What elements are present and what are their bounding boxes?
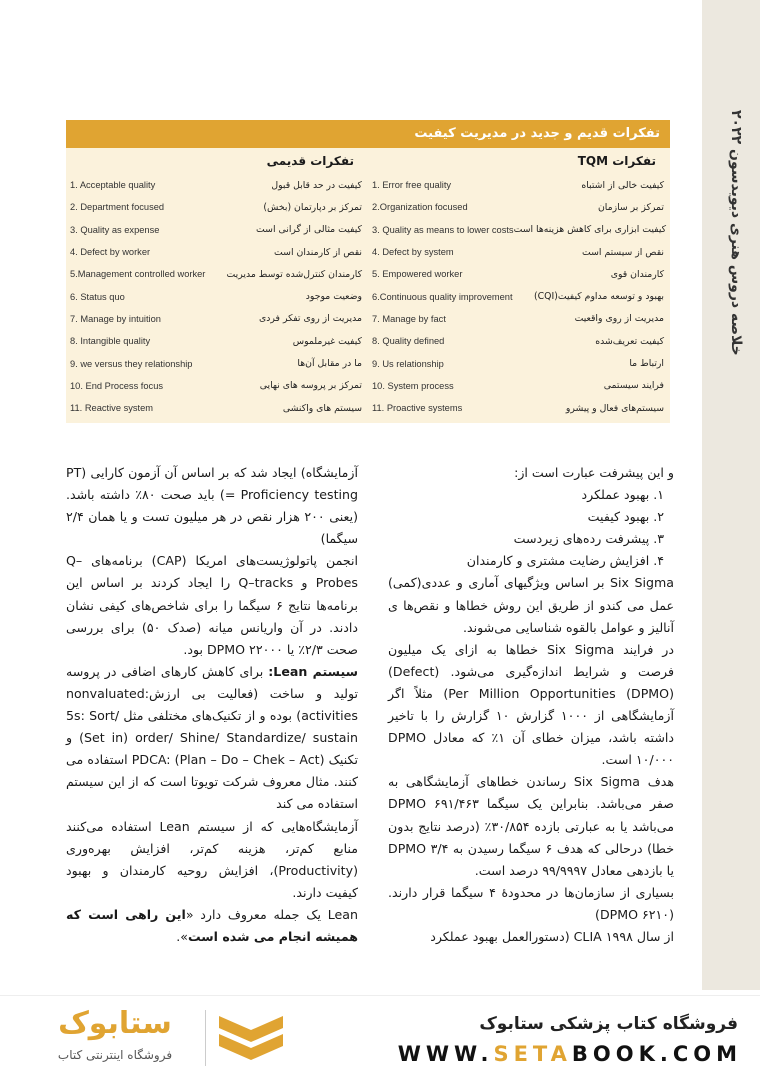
- list-item: ۴. افزایش رضایت مشتری و کارمندان: [466, 553, 664, 569]
- table-row: [66, 285, 670, 307]
- new-english-text: 2.Organization focused: [372, 202, 468, 213]
- store-url[interactable]: [398, 1042, 742, 1066]
- new-thinking-cell: [368, 202, 670, 213]
- left-text-column: [66, 462, 358, 948]
- store-name: فروشگاه کتاب پزشکی ستابوک: [479, 1014, 738, 1034]
- list-item: ۳. پیشرفت رده‌های زیردست: [513, 531, 664, 547]
- old-thinking-cell: [66, 358, 368, 369]
- new-persian-text: بهبود و توسعه مداوم کیفیت(CQI): [534, 291, 664, 303]
- lean-text: برای کاهش کارهای اضافی در پروسه تولید و ساخت (فعالیت بی ارزش:nonvaluated activities) بوده و از تکنیک‌های مختلفی مثل 5s: Sort/ Set in) order/ Shine/ Standardize/ sustain) و تکنیک PDCA: (Plan – Do – Chek – Act) استفاده می کنند. مثال معروف شرکت تویوتا است که از این سیستم استفاده می کند: [66, 663, 358, 812]
- old-persian-text: کارمندان کنترل‌شده توسط مدیریت: [226, 268, 362, 280]
- old-english-text: 3. Quality as expense: [70, 224, 160, 235]
- old-english-text: 10. End Process focus: [70, 380, 164, 391]
- paragraph: [66, 661, 358, 816]
- old-thinking-cell: [66, 336, 368, 347]
- new-persian-text: کیفیت خالی از اشتباه: [581, 179, 664, 191]
- quote-intro: Lean یک جمله معروف دارد «: [185, 906, 358, 922]
- logo-subtitle: فروشگاه اینترنتی کتاب: [57, 1048, 173, 1062]
- paragraph: از سال ۱۹۹۸ CLIA (دستورالعمل بهبود عملکرد: [430, 928, 674, 944]
- comparison-table: [66, 120, 670, 423]
- chevron-logo-icon: [215, 1010, 287, 1066]
- paragraph: آزمایشگاه) ایجاد شد که بر اساس آن آزمون کارایی (PT = Proficiency testing) باید صحت ۸۰٪ داشته باشد. (یعنی ۲۰۰ هزار نقص در هر میلیون تست و یا همان ۲/۴ سیگما): [66, 465, 358, 547]
- new-persian-text: سیستم‌های فعال و پیشرو: [565, 402, 664, 414]
- old-persian-text: کیفیت غیرملموس: [292, 335, 362, 347]
- new-english-text: 9. Us relationship: [372, 358, 444, 369]
- table-row: [66, 308, 670, 330]
- new-thinking-cell: [368, 224, 670, 235]
- new-persian-text: نقص از سیستم است: [581, 246, 664, 258]
- old-persian-text: ما در مقابل آن‌ها: [297, 358, 362, 370]
- table-row: [66, 263, 670, 285]
- table-row: [66, 397, 670, 419]
- new-thinking-cell: [368, 247, 670, 258]
- new-persian-text: کیفیت تعریف‌شده: [595, 335, 664, 347]
- paragraph: هدف Six Sigma رساندن خطاهای آزمایشگاهی به صفر می‌باشد. بنابراین یک سیگما DPMO ۶۹۱/۴۶۳ می‌باشد یا به عبارتی بازده ۳۰/۸۵۴٪ (درصد نتایج بدون خطا) درحالی که هدف ۶ سیگما رسیدن به DPMO ۳/۴ یا بازدهی معادل ۹۹/۹۹۹۷ درصد است.: [388, 774, 674, 878]
- new-english-text: 8. Quality defined: [372, 336, 445, 347]
- table-rows: [66, 174, 670, 419]
- new-english-text: 4. Defect by system: [372, 247, 454, 258]
- paragraph: در فرایند Six Sigma خطاها به ازای یک میلیون فرصت و شرایط اندازه‌گیری می‌شود. (Defect) (DPMO) Per Million Opportunities) مثلاً اگر آزمایشگاهی از ۱۰۰۰ گزارش ۱۰ گزارش را با تاخیر داشته باشد، میزان خطای آن ۱٪ که معادل DPMO ۱۰/۰۰۰ است.: [388, 641, 674, 768]
- paragraph: انجمن پاتولوژیست‌های امریکا (CAP) برنامه‌های Q–Probes و Q–tracks را ایجاد کردند بر اساس این برنامه‌ها نتایج ۶ سیگما را برای شاخص‌های کیفی نشان دادند. در آن واریانس میانه (صدک ۵۰) برای بررسی صحت ۲/۳٪ یا DPMO ۲۲۰۰۰ بود.: [66, 553, 359, 657]
- table-row: [66, 174, 670, 196]
- quote-text: این راهی است که همیشه انجام می شده است: [66, 906, 358, 944]
- table-body: [66, 148, 670, 423]
- new-thinking-cell: [368, 180, 670, 191]
- table-row: [66, 375, 670, 397]
- old-english-text: 6. Status quo: [70, 291, 125, 302]
- old-persian-text: تمرکز بر دپارتمان (بخش): [263, 201, 362, 213]
- old-persian-text: کیفیت مثالی از گرانی است: [256, 224, 362, 236]
- new-thinking-cell: [368, 358, 670, 369]
- old-english-text: 11. Reactive system: [70, 403, 154, 414]
- footer-banner: [0, 995, 760, 1080]
- new-thinking-cell: [368, 313, 670, 324]
- new-thinking-cell: [368, 403, 670, 414]
- paragraph: و این پیشرفت عبارت است از:: [514, 465, 674, 480]
- logo-wordmark: ستابوک: [58, 1006, 172, 1041]
- table-row: [66, 352, 670, 374]
- table-row: [66, 219, 670, 241]
- new-english-text: 7. Manage by fact: [372, 313, 446, 324]
- old-english-text: 2. Department focused: [70, 202, 165, 213]
- list-item: ۲. بهبود کیفیت: [587, 509, 664, 525]
- new-english-text: 10. System process: [372, 380, 454, 391]
- old-english-text: 7. Manage by intuition: [70, 313, 161, 324]
- new-english-text: 5. Empowered worker: [372, 269, 463, 280]
- new-english-text: 1. Error free quality: [372, 180, 452, 191]
- lean-label: سیستم Lean:: [268, 663, 358, 679]
- old-persian-text: سیستم های واکنشی: [282, 402, 362, 414]
- new-english-text: 11. Proactive systems: [372, 403, 463, 414]
- old-persian-text: کیفیت در حد قابل قبول: [271, 179, 362, 191]
- old-persian-text: تمرکز بر پروسه های نهایی: [259, 380, 362, 392]
- old-persian-text: مدیریت از روی تفکر فردی: [259, 313, 362, 325]
- old-thinking-cell: [66, 247, 368, 258]
- old-thinking-cell: [66, 380, 368, 391]
- paragraph: بسیاری از سازمان‌ها در محدودهٔ ۴ سیگما قرار دارند. (DPMO ۶۲۱۰): [388, 884, 674, 922]
- new-english-text: 3. Quality as means to lower costs: [372, 224, 514, 235]
- old-thinking-cell: [66, 291, 368, 302]
- new-thinking-cell: [368, 380, 670, 391]
- url-part: BOOK.COM: [571, 1042, 742, 1066]
- old-thinking-cell: [66, 403, 368, 414]
- url-highlight: SETA: [493, 1042, 572, 1066]
- table-row: [66, 241, 670, 263]
- table-row: [66, 330, 670, 352]
- new-persian-text: فرایند سیستمی: [603, 380, 664, 392]
- table-column-headers: [66, 148, 670, 174]
- list-item: ۱. بهبود عملکرد: [581, 487, 664, 503]
- old-thinking-cell: [66, 180, 368, 191]
- old-english-text: 8. Intangible quality: [70, 336, 151, 347]
- column-header-new: تفکرات TQM: [577, 154, 656, 168]
- column-header-old: تفکرات قدیمی: [266, 154, 354, 168]
- paragraph: [66, 904, 358, 948]
- divider: [205, 1010, 206, 1066]
- old-thinking-cell: [66, 224, 368, 235]
- new-english-text: 6.Continuous quality improvement: [372, 291, 513, 302]
- right-text-column: [388, 462, 674, 948]
- new-thinking-cell: [368, 269, 670, 280]
- old-thinking-cell: [66, 202, 368, 213]
- new-persian-text: ارتباط ما: [629, 358, 664, 370]
- old-english-text: 5.Management controlled worker: [70, 269, 206, 280]
- paragraph: آزمایشگاه‌هایی که از سیستم Lean استفاده می‌کنند منابع کم‌تر، هزینه کم‌تر، افزایش بهره‌وری (Productivity)، افزایش روحیه کارمندان و بهبود کیفیت دارند.: [66, 818, 358, 900]
- table-row: [66, 196, 670, 218]
- quote-close: ».: [176, 928, 188, 944]
- url-part: WWW.: [397, 1042, 494, 1066]
- new-thinking-cell: [368, 291, 670, 302]
- paragraph: Six Sigma بر اساس ویژگیهای آماری و عددی(کمی) عمل می کندو از طریق این روش خطاها و نقص‌ها ی آنالیز و عوامل بالقوه شناسایی می‌شوند.: [388, 575, 674, 635]
- running-header: خلاصه دروس هنری دیویدسون ۲۰۲۲: [728, 110, 744, 356]
- new-persian-text: کیفیت ابزاری برای کاهش هزینه‌ها است: [513, 224, 667, 236]
- new-thinking-cell: [368, 336, 670, 347]
- new-persian-text: مدیریت از روی واقعیت: [574, 313, 664, 325]
- old-persian-text: نقص از کارمندان است: [274, 246, 362, 258]
- old-thinking-cell: [66, 269, 368, 280]
- table-title: تفکرات قدیم و جدید در مدیریت کیفیت: [66, 120, 670, 148]
- old-english-text: 4. Defect by worker: [70, 247, 151, 258]
- old-persian-text: وضعیت موجود: [305, 291, 362, 303]
- new-persian-text: تمرکز بر سازمان: [597, 201, 664, 213]
- side-strip: [702, 0, 760, 990]
- new-persian-text: کارمندان قوی: [610, 268, 664, 280]
- old-english-text: 9. we versus they relationship: [70, 358, 193, 369]
- old-english-text: 1. Acceptable quality: [70, 180, 156, 191]
- old-thinking-cell: [66, 313, 368, 324]
